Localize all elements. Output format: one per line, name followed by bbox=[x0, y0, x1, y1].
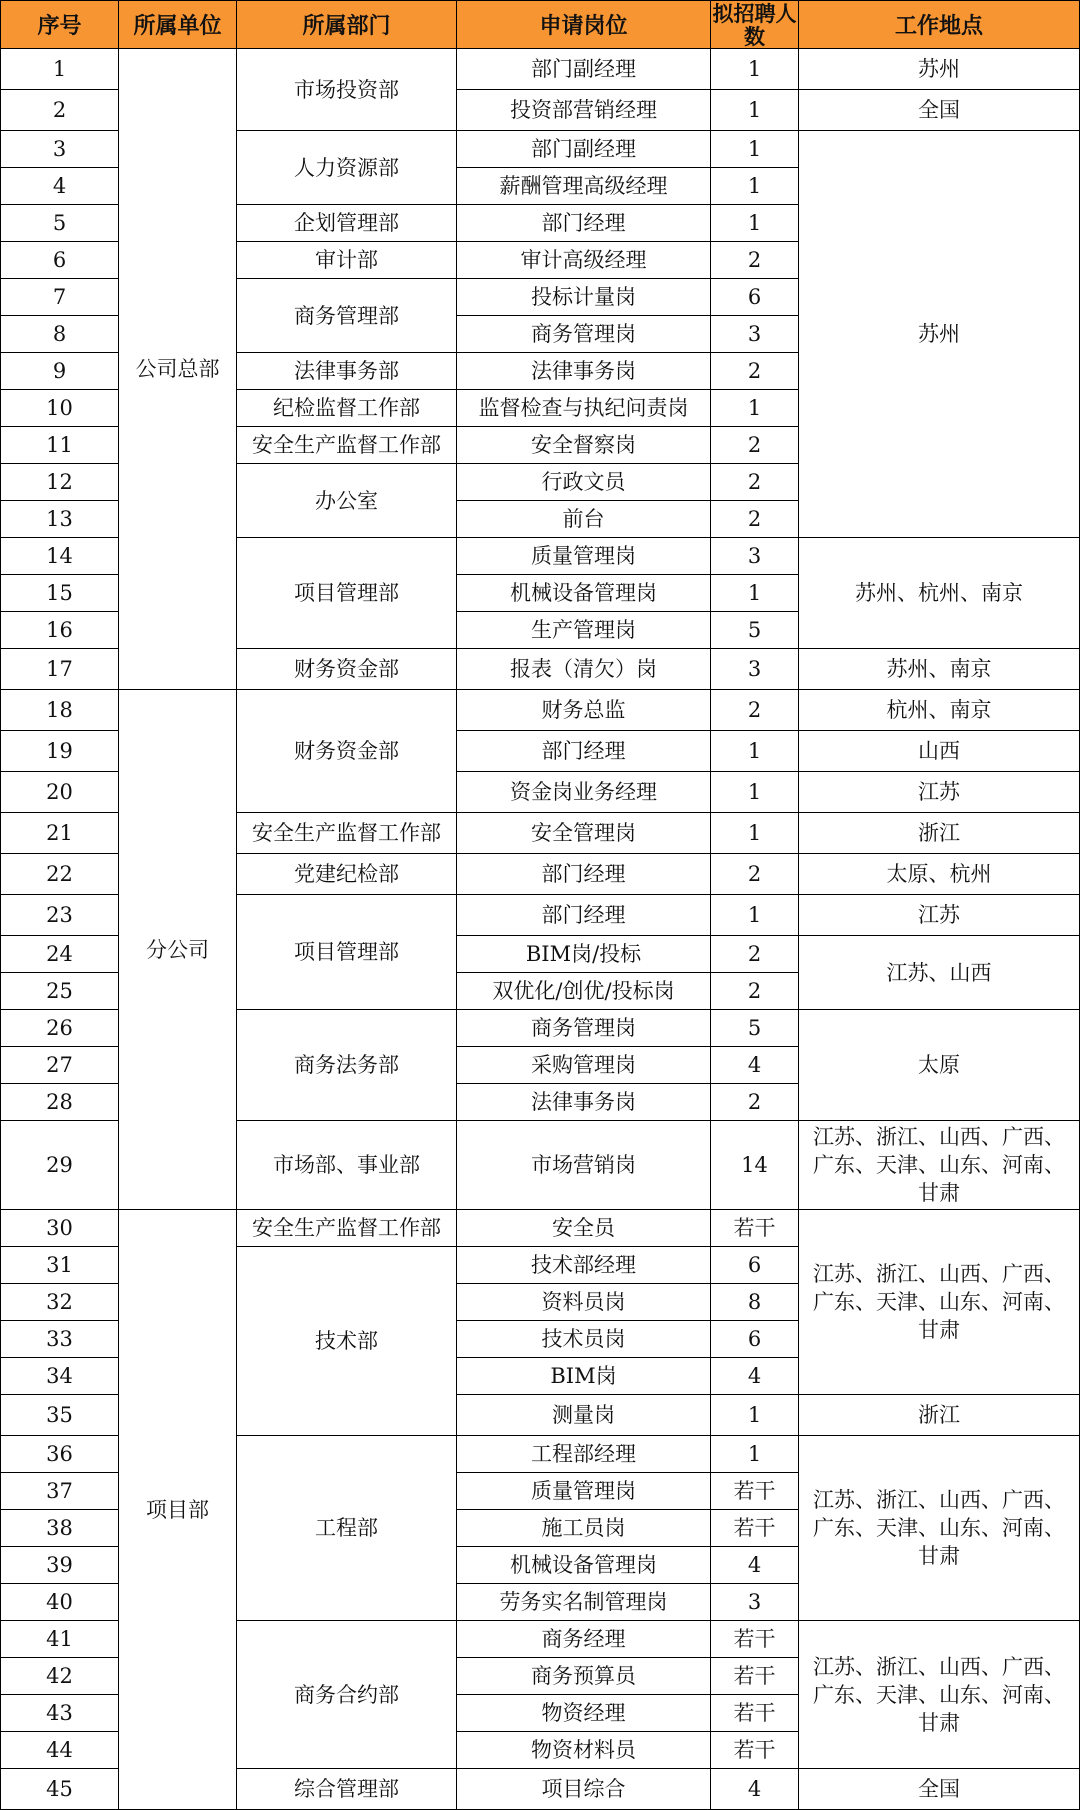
cell-position: 施工员岗 bbox=[457, 1510, 711, 1547]
cell-seq: 32 bbox=[1, 1284, 119, 1321]
header-location: 工作地点 bbox=[799, 1, 1080, 49]
cell-count: 2 bbox=[711, 973, 799, 1010]
cell-seq: 7 bbox=[1, 279, 119, 316]
cell-count: 2 bbox=[711, 690, 799, 731]
cell-position: 部门经理 bbox=[457, 205, 711, 242]
table-row bbox=[1, 49, 1080, 90]
cell-count: 14 bbox=[711, 1121, 799, 1210]
cell-position: 生产管理岗 bbox=[457, 612, 711, 649]
cell-position: 机械设备管理岗 bbox=[457, 575, 711, 612]
cell-count: 2 bbox=[711, 854, 799, 895]
cell-dept: 市场投资部 bbox=[237, 49, 457, 131]
cell-dept: 法律事务部 bbox=[237, 353, 457, 390]
table-body bbox=[1, 49, 1080, 1810]
table-row bbox=[1, 1210, 1080, 1247]
cell-seq: 1 bbox=[1, 49, 119, 90]
cell-count: 1 bbox=[711, 90, 799, 131]
cell-count: 1 bbox=[711, 1436, 799, 1473]
cell-position: 审计高级经理 bbox=[457, 242, 711, 279]
cell-position: 商务管理岗 bbox=[457, 1010, 711, 1047]
cell-count: 若干 bbox=[711, 1658, 799, 1695]
cell-dept: 安全生产监督工作部 bbox=[237, 1210, 457, 1247]
cell-position: 项目综合 bbox=[457, 1769, 711, 1810]
cell-count: 1 bbox=[711, 168, 799, 205]
cell-dept: 审计部 bbox=[237, 242, 457, 279]
cell-location: 苏州 bbox=[799, 49, 1080, 90]
cell-position: 物资经理 bbox=[457, 1695, 711, 1732]
cell-seq: 29 bbox=[1, 1121, 119, 1210]
cell-seq: 14 bbox=[1, 538, 119, 575]
cell-seq: 25 bbox=[1, 973, 119, 1010]
cell-location: 江苏、浙江、山西、广西、广东、天津、山东、河南、甘肃 bbox=[799, 1210, 1080, 1395]
cell-location: 浙江 bbox=[799, 813, 1080, 854]
cell-location: 苏州、南京 bbox=[799, 649, 1080, 690]
cell-seq: 26 bbox=[1, 1010, 119, 1047]
cell-dept: 办公室 bbox=[237, 464, 457, 538]
cell-position: 双优化/创优/投标岗 bbox=[457, 973, 711, 1010]
cell-position: 安全管理岗 bbox=[457, 813, 711, 854]
cell-location: 浙江 bbox=[799, 1395, 1080, 1436]
cell-unit: 项目部 bbox=[119, 1210, 237, 1810]
cell-seq: 22 bbox=[1, 854, 119, 895]
cell-count: 3 bbox=[711, 1584, 799, 1621]
cell-seq: 44 bbox=[1, 1732, 119, 1769]
cell-position: 劳务实名制管理岗 bbox=[457, 1584, 711, 1621]
cell-count: 6 bbox=[711, 1247, 799, 1284]
cell-count: 3 bbox=[711, 538, 799, 575]
cell-count: 若干 bbox=[711, 1732, 799, 1769]
cell-dept: 工程部 bbox=[237, 1436, 457, 1621]
cell-count: 1 bbox=[711, 813, 799, 854]
cell-count: 5 bbox=[711, 612, 799, 649]
cell-seq: 3 bbox=[1, 131, 119, 168]
cell-position: 采购管理岗 bbox=[457, 1047, 711, 1084]
cell-seq: 45 bbox=[1, 1769, 119, 1810]
cell-position: 部门副经理 bbox=[457, 49, 711, 90]
cell-position: 投标计量岗 bbox=[457, 279, 711, 316]
cell-seq: 2 bbox=[1, 90, 119, 131]
cell-location: 江苏、浙江、山西、广西、广东、天津、山东、河南、甘肃 bbox=[799, 1121, 1080, 1210]
cell-position: 商务经理 bbox=[457, 1621, 711, 1658]
cell-count: 若干 bbox=[711, 1510, 799, 1547]
cell-seq: 24 bbox=[1, 936, 119, 973]
cell-position: 法律事务岗 bbox=[457, 1084, 711, 1121]
cell-seq: 12 bbox=[1, 464, 119, 501]
cell-seq: 15 bbox=[1, 575, 119, 612]
table-header bbox=[1, 1, 1080, 49]
cell-seq: 33 bbox=[1, 1321, 119, 1358]
cell-position: 资金岗业务经理 bbox=[457, 772, 711, 813]
cell-count: 1 bbox=[711, 575, 799, 612]
cell-seq: 19 bbox=[1, 731, 119, 772]
cell-count: 若干 bbox=[711, 1621, 799, 1658]
header-seq: 序号 bbox=[1, 1, 119, 49]
header-count: 拟招聘人数 bbox=[712, 0, 797, 49]
cell-position: 薪酬管理高级经理 bbox=[457, 168, 711, 205]
cell-dept: 项目管理部 bbox=[237, 895, 457, 1010]
cell-seq: 5 bbox=[1, 205, 119, 242]
cell-seq: 27 bbox=[1, 1047, 119, 1084]
cell-location: 全国 bbox=[799, 90, 1080, 131]
cell-location: 全国 bbox=[799, 1769, 1080, 1810]
cell-location: 江苏、浙江、山西、广西、广东、天津、山东、河南、甘肃 bbox=[799, 1621, 1080, 1769]
cell-position: 法律事务岗 bbox=[457, 353, 711, 390]
cell-dept: 人力资源部 bbox=[237, 131, 457, 205]
cell-seq: 35 bbox=[1, 1395, 119, 1436]
cell-position: 质量管理岗 bbox=[457, 1473, 711, 1510]
cell-count: 若干 bbox=[711, 1473, 799, 1510]
cell-dept: 商务合约部 bbox=[237, 1621, 457, 1769]
cell-position: 安全员 bbox=[457, 1210, 711, 1247]
cell-seq: 42 bbox=[1, 1658, 119, 1695]
cell-count: 1 bbox=[711, 895, 799, 936]
cell-count: 2 bbox=[711, 242, 799, 279]
cell-seq: 8 bbox=[1, 316, 119, 353]
cell-count: 若干 bbox=[711, 1695, 799, 1732]
cell-seq: 40 bbox=[1, 1584, 119, 1621]
cell-dept: 技术部 bbox=[237, 1247, 457, 1436]
cell-seq: 6 bbox=[1, 242, 119, 279]
cell-dept: 市场部、事业部 bbox=[237, 1121, 457, 1210]
cell-position: 投资部营销经理 bbox=[457, 90, 711, 131]
cell-count: 1 bbox=[711, 1395, 799, 1436]
cell-dept: 纪检监督工作部 bbox=[237, 390, 457, 427]
cell-count: 1 bbox=[711, 131, 799, 168]
cell-count: 1 bbox=[711, 205, 799, 242]
cell-seq: 10 bbox=[1, 390, 119, 427]
cell-position: 商务管理岗 bbox=[457, 316, 711, 353]
cell-seq: 23 bbox=[1, 895, 119, 936]
header-position: 申请岗位 bbox=[457, 1, 711, 49]
cell-dept: 财务资金部 bbox=[237, 649, 457, 690]
cell-position: 部门副经理 bbox=[457, 131, 711, 168]
cell-seq: 21 bbox=[1, 813, 119, 854]
cell-seq: 31 bbox=[1, 1247, 119, 1284]
cell-seq: 38 bbox=[1, 1510, 119, 1547]
cell-location: 江苏、山西 bbox=[799, 936, 1080, 1010]
cell-count: 2 bbox=[711, 936, 799, 973]
cell-position: 行政文员 bbox=[457, 464, 711, 501]
cell-dept: 党建纪检部 bbox=[237, 854, 457, 895]
cell-dept: 商务法务部 bbox=[237, 1010, 457, 1121]
cell-position: 部门经理 bbox=[457, 854, 711, 895]
header-row bbox=[1, 1, 1080, 49]
cell-unit: 分公司 bbox=[119, 690, 237, 1210]
cell-position: 部门经理 bbox=[457, 895, 711, 936]
cell-position: 市场营销岗 bbox=[457, 1121, 711, 1210]
cell-count: 2 bbox=[711, 464, 799, 501]
cell-seq: 37 bbox=[1, 1473, 119, 1510]
cell-position: 安全督察岗 bbox=[457, 427, 711, 464]
cell-seq: 13 bbox=[1, 501, 119, 538]
cell-dept: 综合管理部 bbox=[237, 1769, 457, 1810]
cell-position: 测量岗 bbox=[457, 1395, 711, 1436]
cell-count: 4 bbox=[711, 1047, 799, 1084]
cell-position: 前台 bbox=[457, 501, 711, 538]
cell-dept: 商务管理部 bbox=[237, 279, 457, 353]
cell-position: 资料员岗 bbox=[457, 1284, 711, 1321]
cell-seq: 16 bbox=[1, 612, 119, 649]
cell-count: 2 bbox=[711, 501, 799, 538]
cell-position: 物资材料员 bbox=[457, 1732, 711, 1769]
cell-unit: 公司总部 bbox=[119, 49, 237, 690]
cell-position: BIM岗/投标 bbox=[457, 936, 711, 973]
cell-count: 1 bbox=[711, 772, 799, 813]
cell-seq: 41 bbox=[1, 1621, 119, 1658]
cell-position: BIM岗 bbox=[457, 1358, 711, 1395]
cell-position: 机械设备管理岗 bbox=[457, 1547, 711, 1584]
cell-dept: 项目管理部 bbox=[237, 538, 457, 649]
cell-count: 3 bbox=[711, 649, 799, 690]
cell-dept: 企划管理部 bbox=[237, 205, 457, 242]
table-row bbox=[1, 690, 1080, 731]
cell-seq: 20 bbox=[1, 772, 119, 813]
cell-position: 商务预算员 bbox=[457, 1658, 711, 1695]
cell-seq: 18 bbox=[1, 690, 119, 731]
cell-count: 2 bbox=[711, 1084, 799, 1121]
cell-seq: 30 bbox=[1, 1210, 119, 1247]
cell-count: 1 bbox=[711, 390, 799, 427]
cell-dept: 安全生产监督工作部 bbox=[237, 427, 457, 464]
cell-position: 质量管理岗 bbox=[457, 538, 711, 575]
cell-location: 苏州 bbox=[799, 131, 1080, 538]
cell-count: 6 bbox=[711, 1321, 799, 1358]
cell-location: 杭州、南京 bbox=[799, 690, 1080, 731]
cell-position: 财务总监 bbox=[457, 690, 711, 731]
cell-count: 2 bbox=[711, 353, 799, 390]
cell-seq: 43 bbox=[1, 1695, 119, 1732]
cell-count: 4 bbox=[711, 1547, 799, 1584]
cell-position: 部门经理 bbox=[457, 731, 711, 772]
header-unit: 所属单位 bbox=[119, 1, 237, 49]
cell-count: 6 bbox=[711, 279, 799, 316]
cell-position: 技术部经理 bbox=[457, 1247, 711, 1284]
cell-count: 4 bbox=[711, 1358, 799, 1395]
cell-count: 1 bbox=[711, 731, 799, 772]
cell-position: 工程部经理 bbox=[457, 1436, 711, 1473]
cell-count: 5 bbox=[711, 1010, 799, 1047]
cell-seq: 9 bbox=[1, 353, 119, 390]
cell-location: 江苏 bbox=[799, 772, 1080, 813]
cell-seq: 39 bbox=[1, 1547, 119, 1584]
cell-location: 江苏 bbox=[799, 895, 1080, 936]
cell-count: 4 bbox=[711, 1769, 799, 1810]
cell-seq: 36 bbox=[1, 1436, 119, 1473]
cell-position: 监督检查与执纪问责岗 bbox=[457, 390, 711, 427]
cell-dept: 安全生产监督工作部 bbox=[237, 813, 457, 854]
cell-seq: 17 bbox=[1, 649, 119, 690]
cell-seq: 11 bbox=[1, 427, 119, 464]
cell-position: 报表（清欠）岗 bbox=[457, 649, 711, 690]
cell-count: 1 bbox=[711, 49, 799, 90]
cell-location: 太原 bbox=[799, 1010, 1080, 1121]
cell-count: 2 bbox=[711, 427, 799, 464]
cell-location: 苏州、杭州、南京 bbox=[799, 538, 1080, 649]
cell-count: 若干 bbox=[711, 1210, 799, 1247]
cell-position: 技术员岗 bbox=[457, 1321, 711, 1358]
header-dept: 所属部门 bbox=[237, 1, 457, 49]
cell-count: 3 bbox=[711, 316, 799, 353]
cell-location: 山西 bbox=[799, 731, 1080, 772]
cell-location: 江苏、浙江、山西、广西、广东、天津、山东、河南、甘肃 bbox=[799, 1436, 1080, 1621]
cell-seq: 28 bbox=[1, 1084, 119, 1121]
cell-location: 太原、杭州 bbox=[799, 854, 1080, 895]
cell-seq: 34 bbox=[1, 1358, 119, 1395]
cell-dept: 财务资金部 bbox=[237, 690, 457, 813]
cell-count: 8 bbox=[711, 1284, 799, 1321]
cell-seq: 4 bbox=[1, 168, 119, 205]
